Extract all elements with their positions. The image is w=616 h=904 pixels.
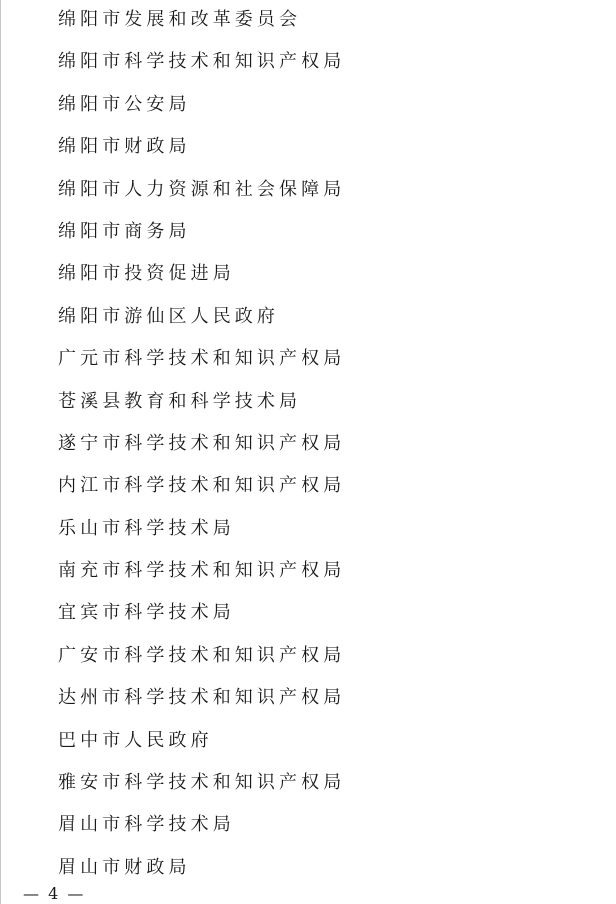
list-item: 眉山市科学技术局: [58, 814, 235, 836]
list-item: 绵阳市财政局: [58, 136, 191, 158]
list-item: 遂宁市科学技术和知识产权局: [58, 432, 346, 454]
list-item: 绵阳市人力资源和社会保障局: [58, 178, 346, 200]
list-item: 眉山市财政局: [58, 856, 191, 878]
list-item: 绵阳市公安局: [58, 93, 191, 115]
list-item: 广安市科学技术和知识产权局: [58, 644, 346, 666]
list-item: 绵阳市商务局: [58, 220, 191, 242]
organization-list: [58, 8, 345, 898]
list-item: 达州市科学技术和知识产权局: [58, 687, 346, 709]
list-item: 南充市科学技术和知识产权局: [58, 560, 346, 582]
list-item: 苍溪县教育和科学技术局: [58, 390, 302, 412]
list-item: 内江市科学技术和知识产权局: [58, 475, 346, 497]
list-item: 乐山市科学技术局: [58, 517, 235, 539]
list-item: 绵阳市投资促进局: [58, 263, 235, 285]
list-item: 绵阳市发展和改革委员会: [58, 9, 302, 30]
list-item: 绵阳市科学技术和知识产权局: [58, 51, 346, 73]
page-number: — 4 —: [23, 884, 86, 903]
list-item: 绵阳市游仙区人民政府: [58, 305, 279, 327]
list-item: 雅安市科学技术和知识产权局: [58, 772, 346, 794]
list-item: 宜宾市科学技术局: [58, 602, 235, 624]
list-item: 广元市科学技术和知识产权局: [58, 348, 346, 370]
list-item: 巴中市人民政府: [58, 729, 213, 751]
